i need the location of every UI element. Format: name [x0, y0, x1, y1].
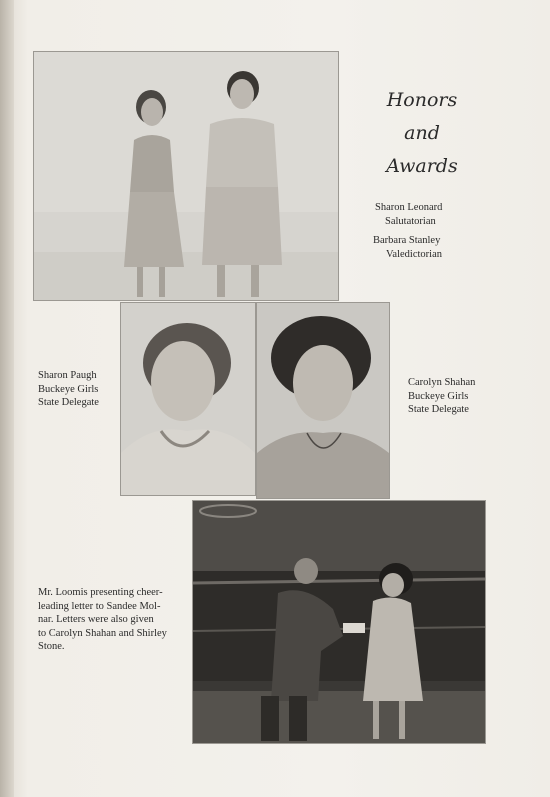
- page-heading: [372, 84, 472, 183]
- heading-line-honors: Honors: [386, 89, 458, 111]
- paugh-award: Buckeye Girls: [38, 383, 99, 395]
- loomis-caption-line-1: Mr. Loomis presenting cheer-: [38, 587, 163, 598]
- cheerleading-letter-photo: [192, 500, 486, 744]
- loomis-caption-line-5: Stone.: [38, 641, 65, 652]
- sharon-paugh-portrait: [120, 302, 256, 496]
- shahan-award: Buckeye Girls: [408, 390, 469, 402]
- loomis-caption: [38, 586, 167, 654]
- paugh-role: State Delegate: [38, 397, 99, 408]
- valedictorian-title: Valedictorian: [386, 248, 442, 260]
- loomis-caption-line-3: nar. Letters were also given: [38, 614, 154, 625]
- paugh-caption: [38, 369, 99, 410]
- paugh-name: Sharon Paugh: [38, 370, 97, 381]
- shahan-name: Carolyn Shahan: [408, 377, 476, 388]
- heading-line-and: and: [404, 122, 440, 144]
- shahan-role: State Delegate: [408, 404, 469, 415]
- page-spine-shadow: [0, 0, 14, 797]
- salutatorian-name: Sharon Leonard: [375, 202, 443, 213]
- salutatorian-title: Salutatorian: [385, 215, 436, 227]
- loomis-caption-line-2: leading letter to Sandee Mol-: [38, 600, 161, 612]
- valedictorian-name: Barbara Stanley: [373, 235, 441, 246]
- graduates-photo: [33, 51, 339, 301]
- carolyn-shahan-portrait: [256, 302, 390, 499]
- loomis-caption-line-4: to Carolyn Shahan and Shirley: [38, 627, 167, 639]
- valedictorian-caption: [373, 234, 442, 261]
- shahan-caption: [408, 376, 475, 417]
- salutatorian-caption: [375, 201, 442, 228]
- heading-line-awards: Awards: [386, 155, 458, 177]
